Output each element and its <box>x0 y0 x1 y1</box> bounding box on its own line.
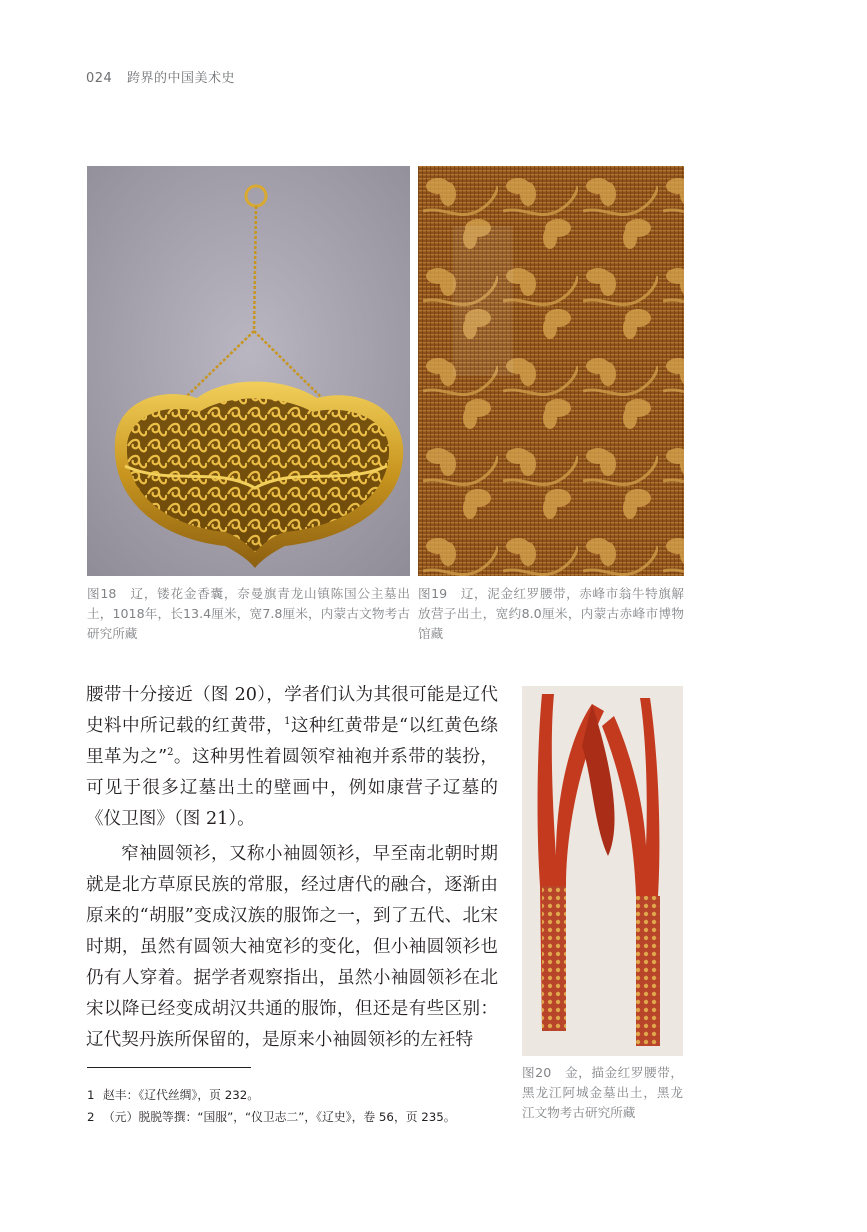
red-belt-illustration <box>522 686 683 1056</box>
footnote-text: 赵丰：《辽代丝绸》，页 232。 <box>103 1088 260 1102</box>
figure-18-caption: 图18 辽，镂花金香囊，奈曼旗青龙山镇陈国公主墓出土，1018年，长13.4厘米，宽7.8厘米，内蒙古文物考古研究所藏 <box>87 586 410 641</box>
running-header <box>86 67 235 86</box>
body-paragraph-1 <box>86 680 498 835</box>
body-text-segment: 。这种男性着圆领窄袖袍并系带的装扮，可见于很多辽墓出土的壁画中，例如康营子辽墓的《仪卫图》（图 21）。 <box>86 747 498 829</box>
footnote-divider <box>87 1067 251 1068</box>
figure-19-gauze-belt-photo <box>418 166 684 576</box>
footnote-ref-1[interactable]: 1 <box>284 716 291 727</box>
body-text-segment: 这种红黄带是“以红黄色绦里革为之” <box>86 716 498 767</box>
body-text <box>86 680 498 1056</box>
page-number: 024 <box>86 71 113 86</box>
footnote-ref-2[interactable]: 2 <box>167 747 174 758</box>
footnote-1 <box>87 1084 507 1106</box>
body-paragraph-2: 窄袖圆领衫，又称小袖圆领衫，早至南北朝时期就是北方草原民族的常服，经过唐代的融合，逐渐由原来的“胡服”变成汉族的服饰之一，到了五代、北宋时期，虽然有圆领大袖宽衫的变化，但小袖圆领衫也仍有人穿着。据学者观察指出，虽然小袖圆领衫在北宋以降已经变成胡汉共通的服饰，但还是有些区别：辽代契丹族所保留的，是原来小袖圆领衫的左衽特 <box>86 844 498 1050</box>
gauze-belt-illustration <box>418 166 684 576</box>
book-title: 跨界的中国美术史 <box>126 71 235 86</box>
figure-20-caption: 图20 金，描金红罗腰带，黑龙江阿城金墓出土，黑龙江文物考古研究所藏 <box>522 1065 683 1120</box>
figure-18-gold-pouch-photo <box>87 166 410 576</box>
figure-19-caption: 图19 辽，泥金红罗腰带，赤峰市翁牛特旗解放营子出土，宽约8.0厘米，内蒙古赤峰市博物馆藏 <box>418 586 684 641</box>
body-text-segment: 腰带十分接近（图 20），学者们认为其很可能是辽代史料中所记载的红黄带， <box>86 685 498 736</box>
footnote-number: 1 <box>87 1088 95 1102</box>
footnotes <box>87 1084 507 1128</box>
footnote-number: 2 <box>87 1110 95 1124</box>
gold-pouch-illustration <box>87 166 410 576</box>
footnote-text: （元）脱脱等撰：“国服”，“仪卫志二”，《辽史》，卷 56，页 235。 <box>103 1110 456 1124</box>
footnote-2 <box>87 1106 507 1128</box>
figure-20-red-belt-photo <box>522 686 683 1056</box>
